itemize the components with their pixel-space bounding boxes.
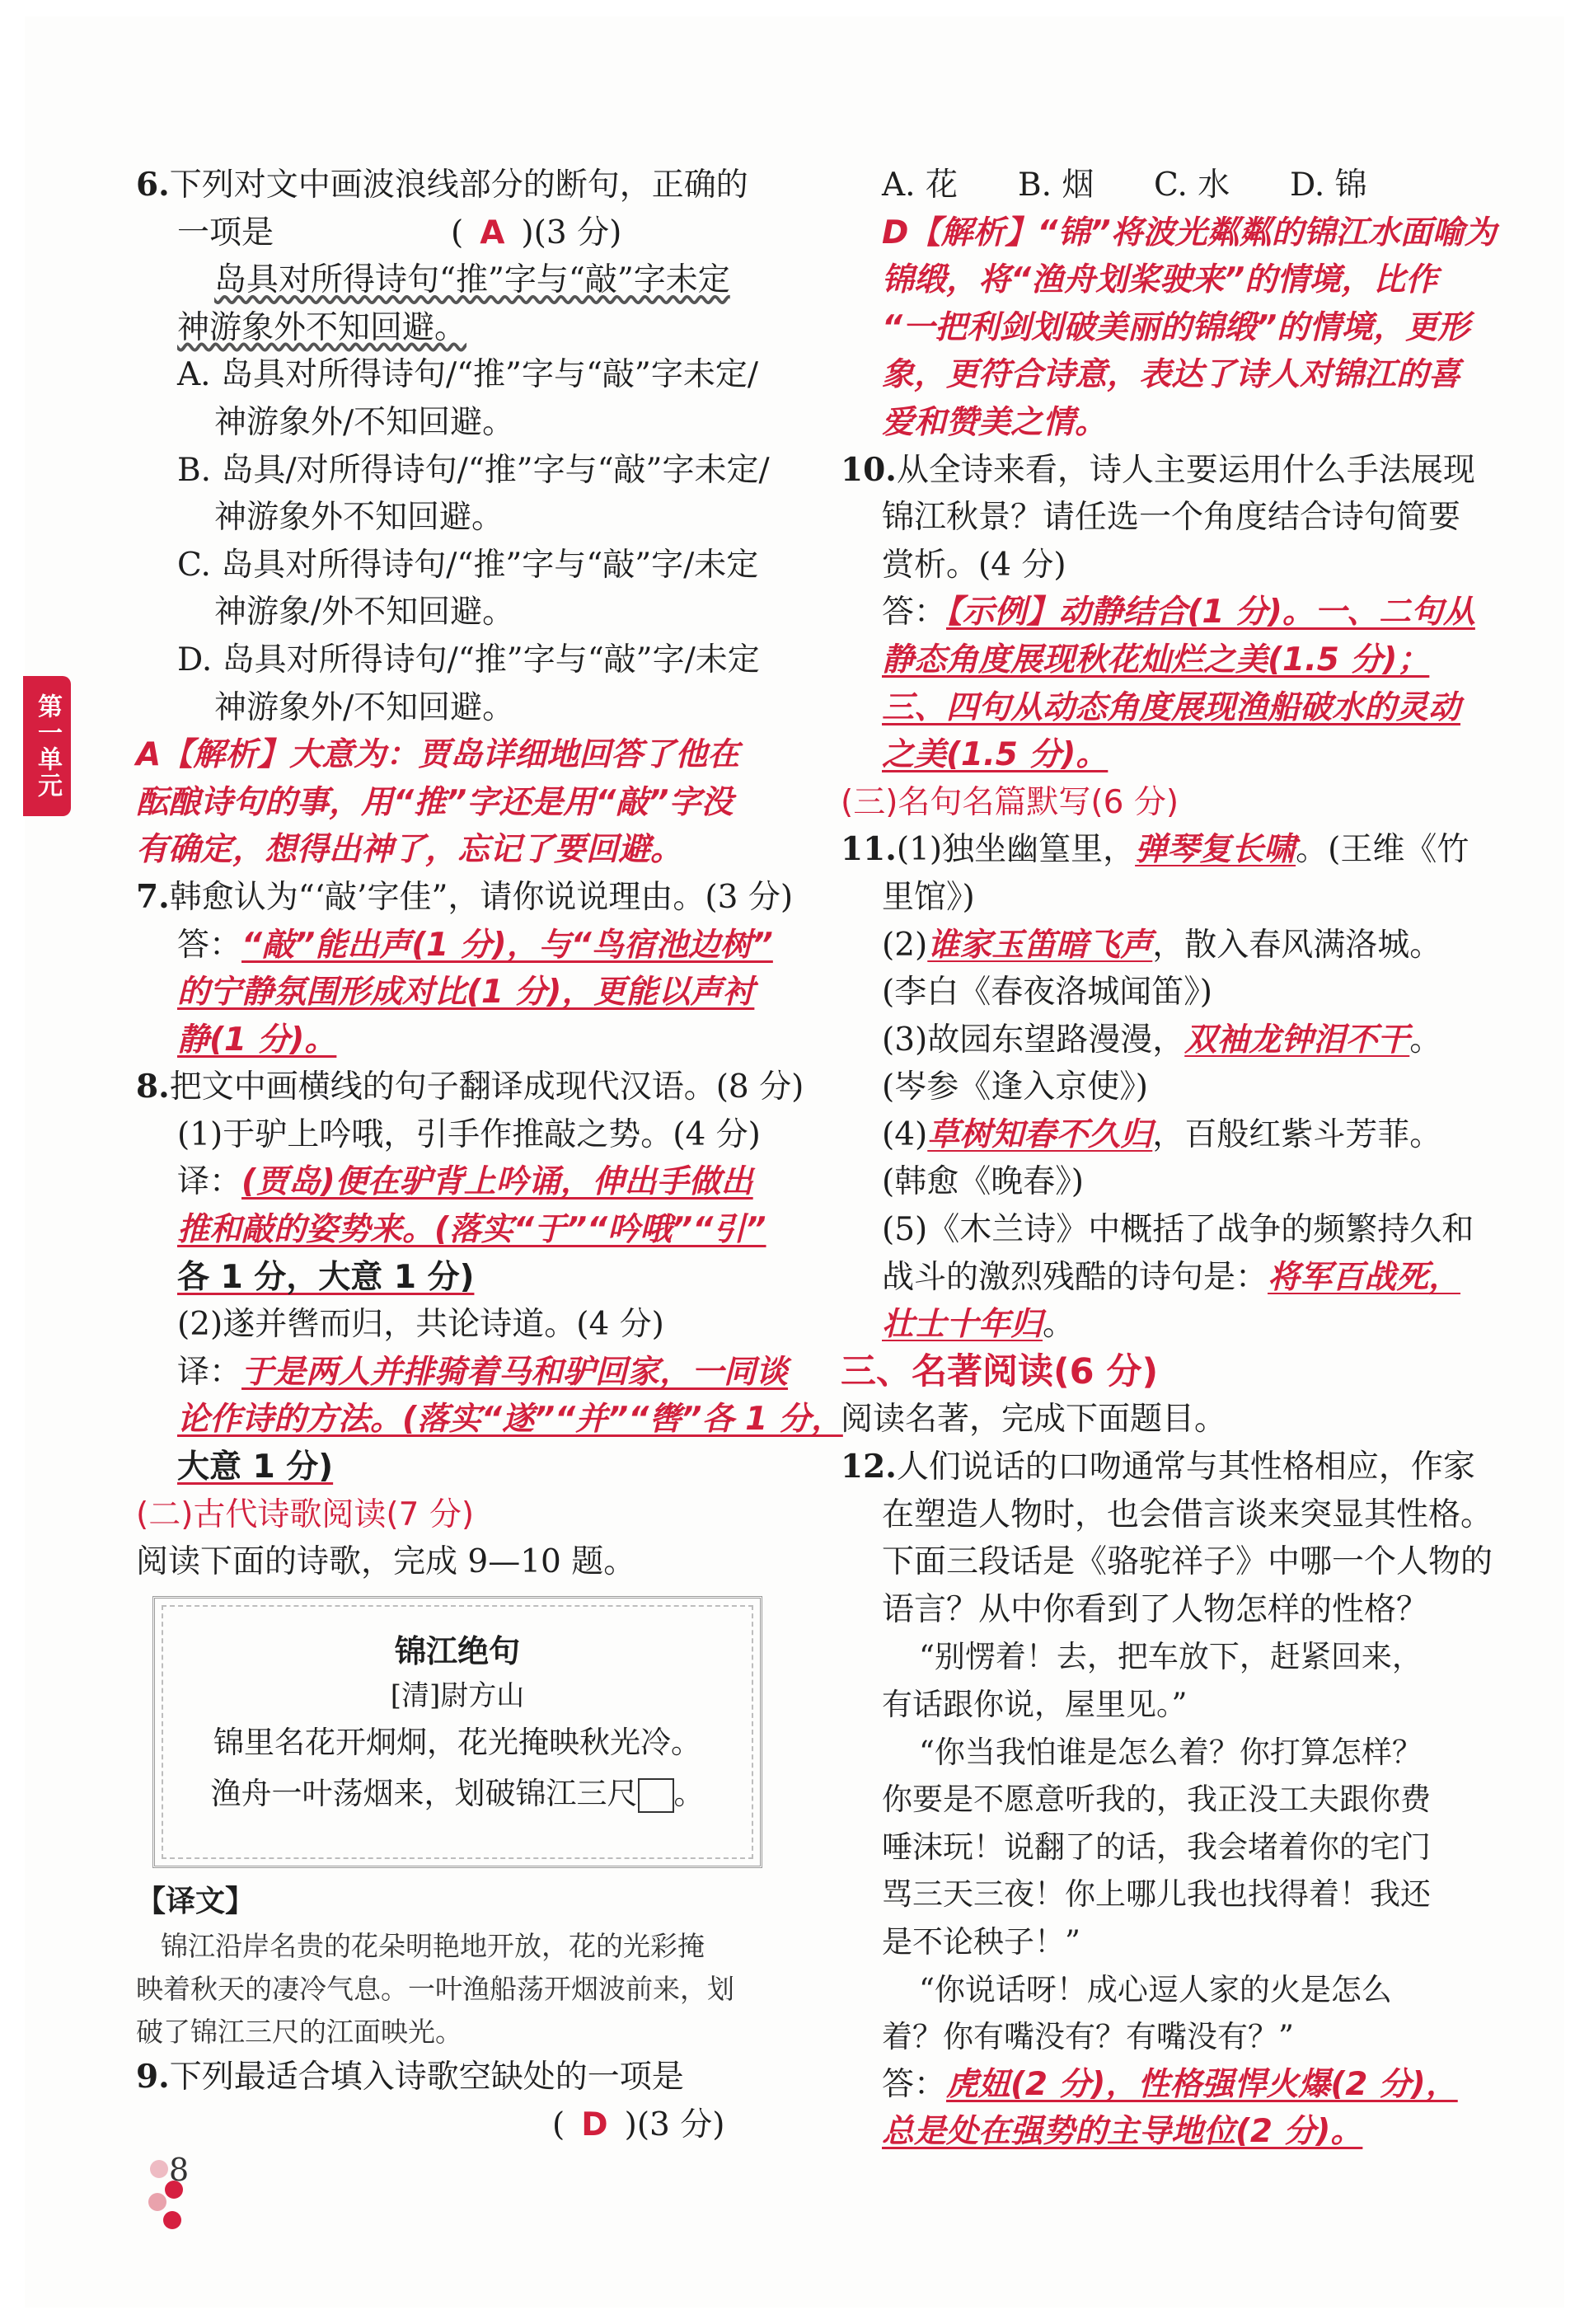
q10-stem-2: 锦江秋景？请任选一个角度结合诗句简要 (882, 499, 1461, 537)
section-classic-reading: 三、名著阅读(6 分) (841, 1350, 1159, 1392)
q10-answer-2: 静态角度展现秋花灿烂之美(1.5 分)； (882, 641, 1430, 678)
q9-stem: 9.下列最适合填入诗歌空缺处的一项是 (136, 2058, 684, 2096)
q12-answer: 答：虎妞(2 分)，性格强悍火爆(2 分)， (882, 2065, 1458, 2103)
q7-stem: 7.韩愈认为“‘敲’字佳”，请你说说理由。(3 分) (136, 877, 794, 916)
q6-option-b-cont: 神游象外不知回避。 (214, 499, 504, 537)
q7-answer-2: 的宁静氛围形成对比(1 分)，更能以声衬 (177, 974, 755, 1012)
q12-stem: 12.人们说话的口吻通常与其性格相应，作家 (841, 1448, 1475, 1486)
q10-stem: 10.从全诗来看，诗人主要运用什么手法展现 (841, 450, 1475, 489)
q9-analysis-5: 爱和赞美之情。 (882, 403, 1108, 441)
unit-side-tab: 第一单元 (23, 676, 71, 816)
poem-line-2: 渔舟一叶荡烟来，划破锦江三尺 。 (155, 1768, 760, 1819)
q12-quote-3: “你说话呀！成心逗人家的火是怎么 (919, 1971, 1392, 2007)
q11-line-5: (5)《木兰诗》中概括了战争的频繁持久和 (882, 1211, 1474, 1249)
q9-analysis-4: 象，更符合诗意，表达了诗人对锦江的喜 (882, 356, 1461, 394)
q12-quote-1: “别愣着！去，把车放下，赶紧回来， (919, 1639, 1423, 1675)
q11-line-3: (3)故园东望路漫漫，双袖龙钟泪不干。 (882, 1021, 1442, 1059)
q8-stem: 8.把文中画横线的句子翻译成现代汉语。(8 分) (136, 1068, 804, 1106)
q6-stem-2: 一项是 ( A )(3 分) (177, 214, 622, 251)
translation-line-3: 破了锦江三尺的江面映光。 (136, 2016, 462, 2049)
q6-stem: 6.下列对文中画波浪线部分的断句，正确的 (136, 166, 748, 204)
q12-quote-1b: 有话跟你说，屋里见。” (882, 1687, 1188, 1722)
q8-sub1: (1)于驴上吟哦，引手作推敲之势。(4 分) (177, 1115, 761, 1153)
q8-sub2: (2)遂并辔而归，共论诗道。(4 分) (177, 1306, 664, 1344)
q11-line-3b: (岑参《逢入京使》) (882, 1068, 1148, 1106)
q6-passage: 岛具对所得诗句“推”字与“敲”字未定 (214, 261, 730, 299)
q10-answer: 答：【示例】动静结合(1 分)。一、二句从 (882, 594, 1475, 631)
q6-option-b: B. 岛具/对所得诗句/“推”字与“敲”字未定/ (177, 451, 770, 489)
q9-option-d: D. 锦 (1290, 167, 1367, 204)
q6-option-a-cont: 神游象外/不知回避。 (214, 403, 515, 441)
q12-stem-2: 在塑造人物时，也会借言谈来突显其性格。 (882, 1495, 1493, 1533)
q6-option-d-cont: 神游象外/不知回避。 (214, 688, 515, 726)
q12-quote-2: “你当我怕谁是怎么着？你打算怎样？ (919, 1734, 1423, 1770)
q12-quote-2b: 你要是不愿意听我的，我正没工夫跟你费 (882, 1782, 1431, 1818)
q9-analysis-2: 锦缎，将“渔舟划桨驶来”的情境，比作 (882, 261, 1438, 299)
q11-line-4b: (韩愈《晚春》) (882, 1163, 1084, 1201)
q7-answer-3: 静(1 分)。 (177, 1021, 337, 1059)
translation-heading: 【译文】 (136, 1884, 255, 1918)
q6-passage-2: 神游象外不知回避。 (177, 308, 467, 346)
q10-answer-3: 三、四句从动态角度展现渔船破水的灵动 (882, 688, 1461, 726)
section-classic-reading-intro: 阅读名著，完成下面题目。 (841, 1401, 1227, 1439)
section-famous-quotes: (三)名句名篇默写(6 分) (841, 783, 1179, 821)
q12-quote-3b: 着？你有嘴没有？有嘴没有？” (882, 2019, 1294, 2055)
q6-analysis-3: 有确定，想得出神了，忘记了要回避。 (136, 831, 683, 869)
q12-quote-2e: 是不论秧子！” (882, 1923, 1080, 1960)
poem-blank-box (638, 1778, 674, 1813)
q8-sub2-answer-2: 论作诗的方法。(落实“遂”“并”“辔”各 1 分， (177, 1401, 843, 1439)
poem-line-1: 锦里名花开炯炯，花光掩映秋光冷。 (213, 1724, 701, 1760)
q11-line-1: 11.(1)独坐幽篁里，弹琴复长啸。(王维《竹 (841, 830, 1469, 869)
section-ancient-poetry-intro: 阅读下面的诗歌，完成 9—10 题。 (136, 1543, 636, 1581)
q9-option-c: C. 水 (1154, 167, 1230, 204)
q12-quote-2c: 唾沫玩！说翻了的话，我会堵着你的宅门 (882, 1829, 1431, 1865)
q9-options (841, 162, 1500, 209)
q11-line-2: (2)谁家玉笛暗飞声，散入春风满洛城。 (882, 926, 1442, 964)
q9-option-b: B. 烟 (1018, 167, 1094, 204)
q7-answer: 答：“敲”能出声(1 分)，与“鸟宿池边树” (177, 926, 773, 964)
q6-option-c-cont: 神游象/外不知回避。 (214, 594, 515, 631)
q9-answer-line: ( D )(3 分) (552, 2106, 725, 2143)
q8-sub2-answer: 译：于是两人并排骑着马和驴回家，一同谈 (177, 1353, 789, 1391)
poem-box (152, 1596, 762, 1868)
decor-hex-icon (150, 2160, 168, 2178)
poem-author: [清]尉方山 (390, 1678, 525, 1712)
q12-stem-3: 下面三段话是《骆驼祥子》中哪一个人物的 (882, 1543, 1493, 1581)
decor-hex-icon (148, 2193, 166, 2211)
q6-analysis: A【解析】大意为：贾岛详细地回答了他在 (136, 736, 740, 774)
q10-answer-4: 之美(1.5 分)。 (882, 736, 1109, 774)
translation-line-1: 锦江沿岸名贵的花朵明艳地开放，花的光彩掩 (161, 1930, 705, 1963)
q9-answer: D (581, 2106, 608, 2143)
q9-analysis-3: “一把利剑划破美丽的锦缎”的情境，更形 (882, 308, 1470, 346)
q11-line-2b: (李白《春夜洛城闻笛》) (882, 974, 1212, 1012)
q8-sub1-answer-3: 各 1 分，大意 1 分) (177, 1258, 475, 1296)
q8-sub2-answer-3: 大意 1 分) (177, 1448, 334, 1486)
q6-answer: A (480, 214, 505, 251)
q6-option-a: A. 岛具对所得诗句/“推”字与“敲”字未定/ (177, 356, 758, 394)
q8-sub1-answer-2: 推和敲的姿势来。(落实“于”“吟哦”“引” (177, 1211, 766, 1249)
q6-option-c: C. 岛具对所得诗句/“推”字与“敲”字/未定 (177, 546, 759, 584)
left-column (136, 162, 843, 2149)
q12-answer-2: 总是处在强势的主导地位(2 分)。 (882, 2113, 1363, 2151)
q12-quote-2d: 骂三天三夜！你上哪儿我也找得着！我还 (882, 1876, 1431, 1913)
q10-stem-3: 赏析。(4 分) (882, 546, 1066, 584)
page-number: 8 (169, 2152, 190, 2188)
q11-line-1b: 里馆》) (882, 878, 975, 916)
q9-option-a: A. 花 (882, 167, 958, 204)
decor-hex-icon (163, 2211, 181, 2229)
q8-sub1-answer: 译：(贾岛)便在驴背上吟诵，伸出手做出 (177, 1163, 753, 1201)
translation-line-2: 映着秋天的凄冷气息。一叶渔船荡开烟波前来，划 (136, 1973, 734, 2006)
section-ancient-poetry: (二)古代诗歌阅读(7 分) (136, 1495, 475, 1533)
q6-option-d: D. 岛具对所得诗句/“推”字与“敲”字/未定 (177, 641, 760, 678)
right-column (841, 162, 1500, 2156)
q12-stem-4: 语言？从中你看到了人物怎样的性格？ (882, 1590, 1429, 1628)
q11-line-5b: 战斗的激烈残酷的诗句是：将军百战死， (882, 1258, 1461, 1296)
q11-line-5c: 壮士十年归。 (882, 1306, 1076, 1344)
q9-analysis: D【解析】“锦”将波光粼粼的锦江水面喻为 (882, 214, 1497, 251)
poem-title: 锦江绝句 (394, 1631, 520, 1669)
q6-analysis-2: 酝酿诗句的事，用“推”字还是用“敲”字没 (136, 783, 734, 821)
q11-line-4: (4)草树知春不久归，百般红紫斗芳菲。 (882, 1115, 1442, 1153)
